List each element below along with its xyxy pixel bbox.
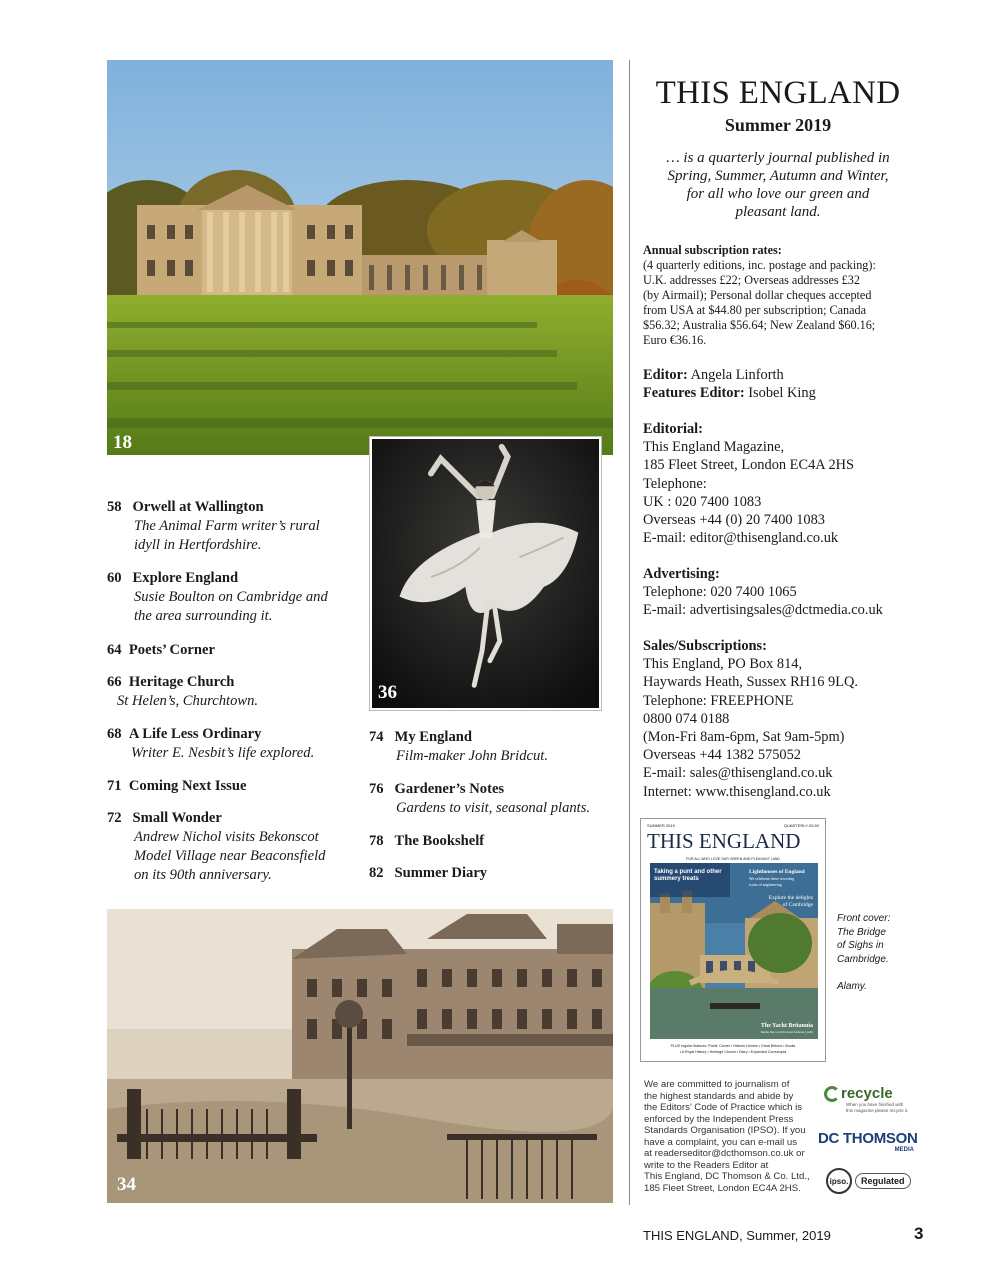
ipso-regulated-logo: ipso. Regulated: [826, 1168, 911, 1194]
cover-caption: Front cover: The Bridge of Sighs in Cambridge. Alamy.: [837, 913, 891, 992]
tagline: … is a quarterly journal published in Spring, Summer, Autumn and Winter, for all who love our green and pleasant land.: [666, 150, 890, 220]
advertising-contact: Advertising: Telephone: 020 7400 1065 E-mail: advertisingsales@dctmedia.co.uk: [643, 566, 883, 619]
contents-item[interactable]: 66 Heritage Church St Helen’s, Churchtown.: [107, 674, 259, 709]
contents-item[interactable]: 74 My England Film-maker John Bridcut.: [369, 729, 548, 764]
ballerina-photo: [370, 437, 601, 710]
running-footer: THIS ENGLAND, Summer, 2019: [643, 1228, 831, 1243]
sales-email[interactable]: E-mail: sales@thisengland.co.uk: [643, 765, 833, 782]
recycle-icon: [824, 1086, 840, 1102]
cover-title: THIS ENGLAND: [647, 829, 801, 853]
contents-item[interactable]: 64 Poets’ Corner: [107, 642, 215, 658]
contents-item[interactable]: 82 Summer Diary: [369, 865, 488, 881]
page-number: 3: [914, 1224, 924, 1243]
victorian-hotel-photo: [107, 909, 613, 1203]
magazine-title: THIS ENGLAND: [655, 75, 901, 111]
website-link[interactable]: Internet: www.thisengland.co.uk: [643, 783, 831, 800]
contents-item[interactable]: 72 Small Wonder Andrew Nichol visits Bekonscot Model Village near Beaconsfield on its 90th anniversary.: [107, 810, 326, 883]
contents-item[interactable]: 58 Orwell at Wallington The Animal Farm writer’s rural idyll in Hertfordshire.: [107, 499, 320, 553]
front-cover-thumbnail: SUMMER 2019 QUARTERLY £5.50 THIS ENGLAND FOR ALL WHO LOVE OUR GREEN AND PLEASANT LAND Taking a punt and other summery treats Lighthouses of England We celebrate these towering icons of engineering Explore the delights of Cambridge The Yacht Britannia Inside the world’s most famous yacht PLUS regular features: Poets’ Corner • Historic Homes • Great Britons • Books • A Royal History • Heritage Church • Diary • Expanded Cornucopia: [640, 818, 826, 1062]
advertising-email[interactable]: E-mail: advertisingsales@dctmedia.co.uk: [643, 602, 883, 619]
contents-item[interactable]: 76 Gardener’s Notes Gardens to visit, seasonal plants.: [369, 781, 591, 816]
issue-label: Summer 2019: [724, 115, 832, 135]
column-divider: [629, 60, 630, 1205]
photo-page-number: 36: [378, 682, 397, 703]
ipso-statement: We are committed to journalism of the highest standards and abide by the Editors’ Code of Practice which is enforced by the Independent Press Standards Organisation (IPSO). If you have a complaint, you can e-mail us at readerseditor@dcthomson.co.uk or write to the Readers Editor at This England, DC Thomson & Co. Ltd., 185 Fleet Street, London EC4A 2HS.: [644, 1079, 810, 1194]
editorial-email[interactable]: E-mail: editor@thisengland.co.uk: [643, 530, 839, 547]
subscription-rates: Annual subscription rates: (4 quarterly editions, inc. postage and packing): U.K. addresses £22; Overseas addresses £32 (by Airmail); Personal dollar cheques accepted from USA at $44.80 per subscription; Canada $56.32; Australia $56.64; New Zealand $60.16; Euro €36.16.: [643, 243, 876, 347]
contents-item[interactable]: 78 The Bookshelf: [369, 833, 485, 849]
recycle-logo: recycle When you have finished with this magazine please recycle it.: [824, 1085, 924, 1114]
editorial-contact: Editorial: This England Magazine, 185 Fleet Street, London EC4A 2HS Telephone: UK : 020 7400 1083 Overseas +44 (0) 20 7400 1083 E-mail: editor@thisengland.co.uk: [643, 421, 855, 547]
staff-credits: Editor: Angela Linforth Features Editor: Isobel King: [643, 367, 816, 402]
photo-page-number: 18: [113, 432, 132, 453]
stately-home-photo: [107, 60, 613, 455]
masthead: [643, 73, 913, 137]
contents-item[interactable]: 60 Explore England Susie Boulton on Cambridge and the area surrounding it.: [107, 570, 328, 624]
photo-page-number: 34: [117, 1174, 136, 1195]
contents-item[interactable]: 68 A Life Less Ordinary Writer E. Nesbit’s life explored.: [107, 726, 315, 761]
contents-item[interactable]: 71 Coming Next Issue: [107, 778, 247, 794]
sales-contact: Sales/Subscriptions: This England, PO Box 814, Haywards Heath, Sussex RH16 9LQ. Telephone: FREEPHONE 0800 074 0188 (Mon-Fri 8am-6pm, Sat 9am-5pm) Overseas +44 1382 575052 E-mail: sales@thisengland.co.uk Internet: www.thisengland.co.uk: [643, 638, 859, 800]
dc-thomson-logo: DC THOMSON MEDIA: [818, 1130, 918, 1153]
